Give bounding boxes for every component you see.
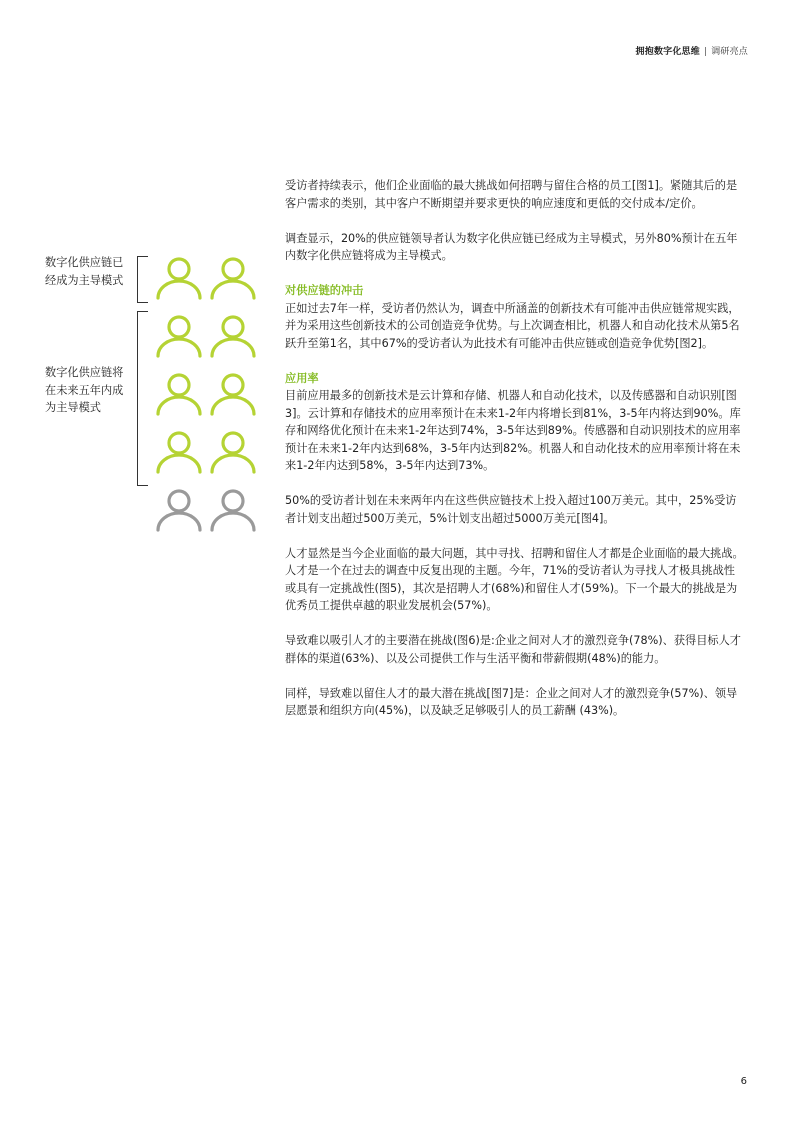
paragraph-attraction-challenges: 导致难以吸引人才的主要潜在挑战(图6)是:企业之间对人才的激烈竞争(78%)、获得目标人才群体的渠道(63%)、以及公司提供工作与生活平衡和带薪假期(48%)的能力。: [285, 634, 741, 665]
paragraph-supply-chain-impact: 正如过去7年一样，受访者仍然认为，调查中所涵盖的创新技术有可能冲击供应链常规实践，并为采用这些创新技术的公司创造竞争优势。与上次调查相比，机器人和自动化技术从第5名跃升至第1名，其中67%的受访者认为此技术有可能冲击供应链或创造竞争优势[图2]。: [285, 301, 740, 350]
paragraph-retention-challenges: 同样，导致难以留住人才的最大潜在挑战[图7]是：企业之间对人才的激烈竞争(57%)、领导层愿景和组织方向(45%)，以及缺乏足够吸引人的员工薪酬 (43%)。: [285, 686, 738, 717]
paragraph-investment: 50%的受访者计划在未来两年内在这些供应链技术上投入超过100万美元。其中，25%受访者计划支出超过500万美元，5%计划支出超过5000万美元[图4]。: [285, 494, 737, 525]
bracket-digital-now: [137, 256, 148, 303]
person-icon: [209, 256, 257, 300]
person-icon: [209, 430, 257, 474]
paragraph-talent-challenge: 受访者持续表示，他们企业面临的最大挑战如何招聘与留住合格的员工[图1]。紧随其后的是客户需求的类别，其中客户不断期望并要求更快的响应速度和更低的交付成本/定价。: [285, 179, 738, 210]
paragraph-digital-survey: 调查显示，20%的供应链领导者认为数字化供应链已经成为主导模式，另外80%预计在五年内数字化供应链将成为主导模式。: [285, 231, 738, 262]
bracket-digital-five-years: [137, 311, 148, 486]
person-icon: [209, 314, 257, 358]
header-title: 拥抱数字化思维: [635, 47, 700, 57]
heading-supply-chain-impact: 对供应链的冲击: [285, 284, 364, 297]
person-icon: [155, 488, 203, 532]
page-number: 6: [740, 1076, 747, 1087]
legend-label-digital-five-years: 数字化供应链将在未来五年内成为主导模式: [45, 366, 124, 414]
header-section: 调研亮点: [711, 47, 748, 57]
person-icon: [209, 372, 257, 416]
person-icon: [155, 372, 203, 416]
header-separator: |: [703, 47, 708, 57]
legend-label-digital-now: 数字化供应链已经成为主导模式: [45, 256, 124, 287]
heading-adoption-rate: 应用率: [285, 371, 319, 385]
person-icon: [209, 488, 257, 532]
person-icon: [155, 256, 203, 300]
paragraph-adoption-rate: 目前应用最多的创新技术是云计算和存储、机器人和自动化技术，以及传感器和自动识别[图3]。云计算和存储技术的应用率预计在未来1-2年内将增长到81%，3-5年内将达到90%。库存和网络优化预计在未来1-2年达到74%，3-5年达到89%。传感器和自动识别技术的应用率预计在未来1-2年内达到68%，3-5年内达到82%。机器人和自动化技术的应用率预计将在未来1-2年内达到58%，3-5年内达到73%。: [285, 389, 741, 472]
main-content: [285, 177, 745, 737]
person-icon: [155, 314, 203, 358]
person-icon: [155, 430, 203, 474]
page-header: [636, 44, 748, 57]
paragraph-talent-issues: 人才显然是当今企业面临的最大问题，其中寻找、招聘和留住人才都是企业面临的最大挑战。人才是一个在过去的调查中反复出现的主题。今年，71%的受访者认为寻找人才极具挑战性或具有一定挑战性(图5)，其次是招聘人才(68%)和留住人才(59%)。下一个最大的挑战是为优秀员工提供卓越的职业发展机会(57%)。: [285, 546, 744, 612]
